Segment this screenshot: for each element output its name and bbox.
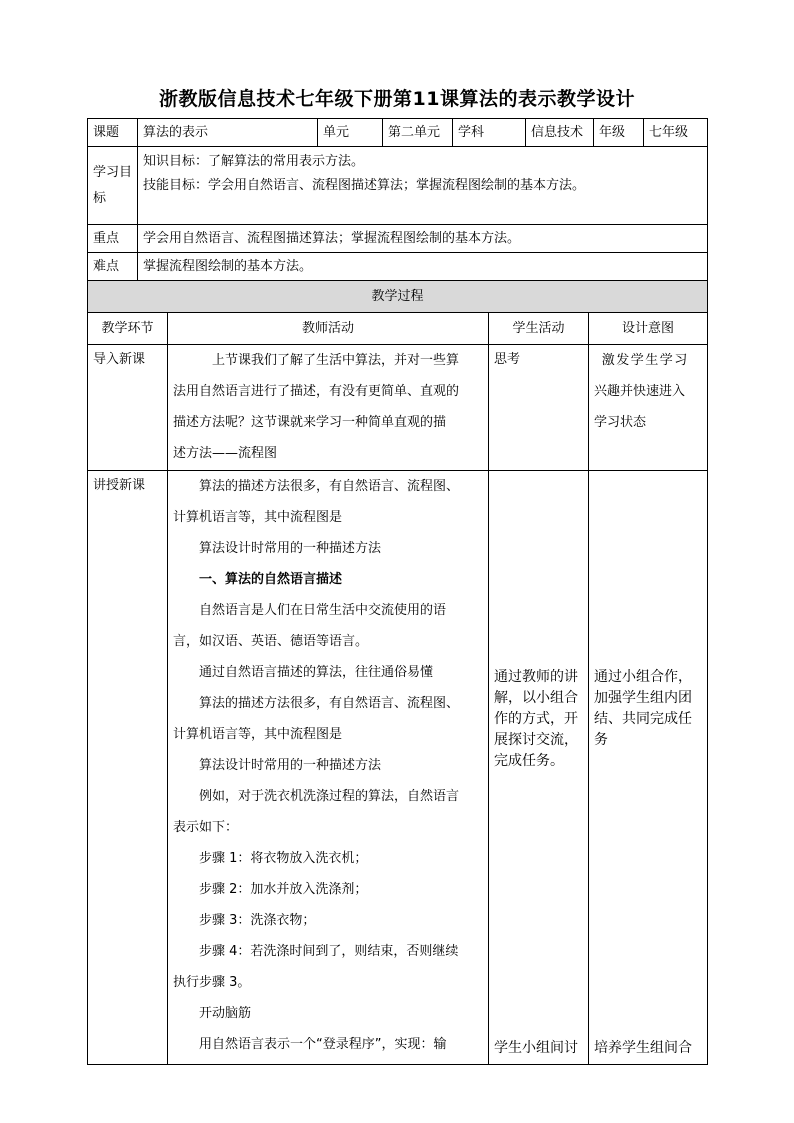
teacher-line: 计算机语言等，其中流程图是	[173, 510, 343, 525]
step-line: 步骤 4：若洗涤时间到了，则结束，否则继续	[199, 944, 459, 959]
goals-cell	[138, 147, 708, 225]
key-point-text: 学会用自然语言、流程图描述算法；掌握流程图绘制的基本方法。	[138, 225, 708, 253]
difficult-point-label: 难点	[88, 253, 138, 281]
column-header-intent: 设计意图	[589, 313, 708, 345]
column-header-teacher: 教师活动	[168, 313, 489, 345]
teacher-activity-intro	[168, 345, 489, 471]
unit-label: 单元	[318, 119, 383, 147]
teacher-line: 例如，对于洗衣机洗涤过程的算法，自然语言	[199, 789, 460, 804]
teacher-line: 算法设计时常用的一种描述方法	[199, 758, 382, 773]
student-activity-intro: 思考	[489, 345, 589, 471]
student-activity-text: 通过教师的讲解，以小组合作的方式，开展探讨交流，完成任务。	[494, 669, 578, 769]
section-heading: 一、算法的自然语言描述	[199, 572, 343, 587]
grade-value: 七年级	[644, 119, 708, 147]
intent-line: 学习状态	[594, 415, 647, 430]
teacher-line: 算法的描述方法很多，有自然语言、流程图、	[199, 696, 460, 711]
intent-line: 激发学生学习	[601, 353, 689, 368]
table-row	[88, 345, 708, 471]
info-table	[87, 118, 708, 281]
intent-text: 通过小组合作，加强学生组内团结、共同完成任务	[594, 669, 692, 748]
table-row	[88, 471, 708, 1065]
intent-intro	[589, 345, 708, 471]
step-line: 步骤 2：加水并放入洗涤剂；	[199, 882, 368, 897]
difficult-point-text: 掌握流程图绘制的基本方法。	[138, 253, 708, 281]
intent-text-2: 培养学生组间合	[594, 1040, 692, 1056]
goal-knowledge: 知识目标：了解算法的常用表示方法。	[143, 154, 365, 169]
step-line: 步骤 3：洗涤衣物；	[199, 913, 316, 928]
student-activity-text-2: 学生小组间讨	[494, 1040, 578, 1056]
teacher-line: 表示如下：	[173, 820, 239, 835]
teacher-line: 法用自然语言进行了描述，有没有更简单、直观的	[173, 384, 460, 399]
step-line: 步骤 1：将衣物放入洗衣机；	[199, 851, 368, 866]
grade-label: 年级	[594, 119, 644, 147]
teacher-line: 开动脑筋	[199, 1006, 252, 1021]
teacher-line: 算法设计时常用的一种描述方法	[199, 541, 382, 556]
intent-line: 兴趣并快速进入	[594, 384, 686, 399]
teacher-line: 用自然语言表示一个“登录程序”，实现：输	[199, 1037, 447, 1052]
teacher-line: 计算机语言等，其中流程图是	[173, 727, 343, 742]
process-heading: 教学过程	[88, 281, 708, 313]
column-header-student: 学生活动	[489, 313, 589, 345]
teacher-activity-lecture	[168, 471, 489, 1065]
stage-lecture: 讲授新课	[88, 471, 168, 1065]
unit-value: 第二单元	[383, 119, 453, 147]
topic-label: 课题	[88, 119, 138, 147]
column-header-stage: 教学环节	[88, 313, 168, 345]
subject-label: 学科	[453, 119, 526, 147]
stage-intro: 导入新课	[88, 345, 168, 471]
step-line: 执行步骤 3。	[173, 975, 251, 990]
key-point-label: 重点	[88, 225, 138, 253]
subject-value: 信息技术	[526, 119, 594, 147]
teacher-line: 言，如汉语、英语、德语等语言。	[173, 634, 369, 649]
student-activity-lecture	[489, 471, 589, 1065]
teacher-line: 描述方法呢？这节课就来学习一种简单直观的描	[173, 415, 447, 430]
topic-value: 算法的表示	[138, 119, 318, 147]
teacher-line: 算法的描述方法很多，有自然语言、流程图、	[199, 479, 460, 494]
teacher-line: 上节课我们了解了生活中算法，并对一些算	[212, 353, 460, 368]
process-table	[87, 280, 708, 1065]
goals-label: 学习目标	[88, 147, 138, 225]
teacher-line: 述方法——流程图	[173, 446, 278, 461]
page-title: 浙教版信息技术七年级下册第11课算法的表示教学设计	[159, 88, 635, 110]
goal-skill: 技能目标：学会用自然语言、流程图描述算法；掌握流程图绘制的基本方法。	[143, 178, 586, 193]
teacher-line: 自然语言是人们在日常生活中交流使用的语	[199, 603, 447, 618]
intent-lecture	[589, 471, 708, 1065]
teacher-line: 通过自然语言描述的算法，往往通俗易懂	[199, 665, 434, 680]
